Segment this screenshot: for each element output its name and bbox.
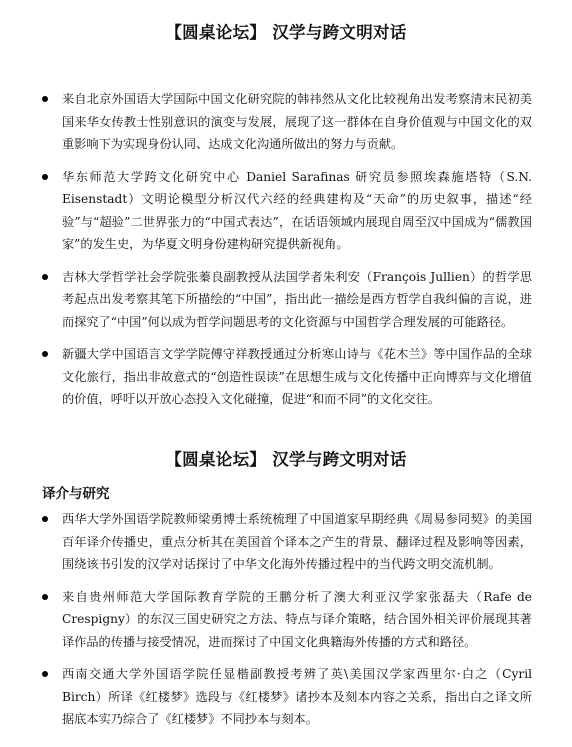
bullet-icon — [42, 274, 48, 280]
bullet-text: 西华大学外国语学院教师梁勇博士系统梳理了中国道家早期经典《周易参同契》的美国百年译介传播史，重点分析其在美国首个译本之产生的背景、翻译过程及影响等因素，围绕该书引发的汉学对话探讨了中华文化海外传播过程中的当代跨文明交流机制。 — [62, 512, 532, 571]
bullet-icon — [42, 671, 48, 677]
list-item — [0, 88, 572, 156]
bullet-text: 华东师范大学跨文化研究中心 Daniel Sarafinas 研究员参照埃森施塔特（S.N. Eisenstadt）文明论模型分析汉代六经的经典建构及“天命”的历史叙事，描述“经验”与“超验”二世界张力的“中国式表达”，在话语领域内展现自周至汉中国成为“儒教国家”的发生史，为华夏文明身份建构研究提供新视角。 — [62, 169, 532, 251]
subheading: 译介与研究 — [42, 486, 110, 502]
list-item — [0, 343, 572, 411]
bullet-text: 新疆大学中国语言文学学院傅守祥教授通过分析寒山诗与《花木兰》等中国作品的全球文化旅行，指出非故意式的“创造性误读”在思想生成与文化传播中正向博弈与文化增值的价值，呼吁以开放心态投入文化碰撞，促进“和而不同”的文化交往。 — [62, 347, 532, 406]
bullet-text: 吉林大学哲学社会学院张蓁良副教授从法国学者朱利安（François Jullien）的哲学思考起点出发考察其笔下所描绘的“中国”，指出此一描绘是西方哲学自我纠偏的言说，进而探究了“中国”何以成为哲学问题思考的文化资源与中国哲学合理发展的可能路径。 — [62, 269, 532, 329]
section-title: 【圆桌论坛】 汉学与跨文明对话 — [165, 23, 407, 42]
section-title: 【圆桌论坛】 汉学与跨文明对话 — [165, 450, 407, 469]
list-item — [0, 508, 572, 576]
bullet-icon — [42, 174, 48, 180]
bullet-text: 来自贵州师范大学国际教育学院的王鹏分析了澳大利亚汉学家张磊夫（Rafe de Crespigny）的东汉三国史研究之方法、特点与译介策略，结合国外相关评价展现其著译作品的传播与接受情况，进而探讨了中国文化典籍海外传播的方式和路径。 — [62, 589, 532, 649]
list-item — [0, 586, 572, 654]
bullet-icon — [42, 594, 48, 600]
bullet-text: 来自北京外国语大学国际中国文化研究院的韩祎然从文化比较视角出发考察清末民初美国来华女传教士性别意识的演变与发展，展现了这一群体在自身价值观与中国文化的双重影响下为实现身份认同、达成文化沟通所做出的努力与贡献。 — [62, 92, 532, 151]
list-item — [0, 663, 572, 731]
bullet-icon — [42, 516, 48, 522]
bullet-icon — [42, 351, 48, 357]
bullet-list — [0, 508, 572, 731]
bullet-text: 西南交通大学外国语学院任显楷副教授考辨了英\美国汉学家西里尔·白之（Cyril Birch）所译《红楼梦》选段与《红楼梦》诸抄本及刻本内容之关系，指出白之译文所据底本实乃综合了《红楼梦》不同抄本与刻本。 — [62, 667, 532, 726]
bullet-icon — [42, 96, 48, 102]
list-item — [0, 266, 572, 334]
bullet-list — [0, 88, 572, 411]
list-item — [0, 166, 572, 256]
